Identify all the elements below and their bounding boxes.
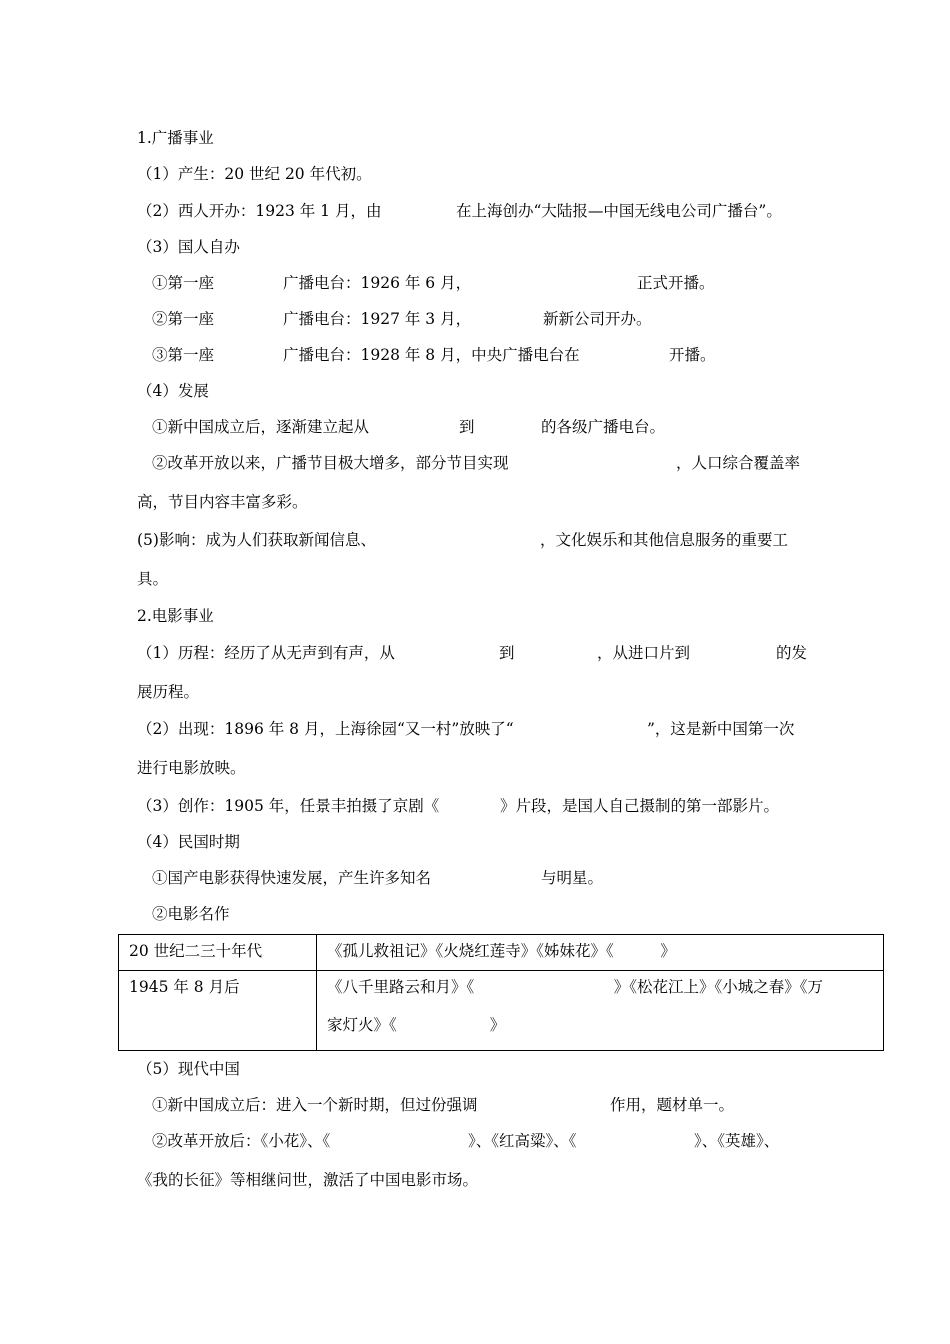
table-row [119,971,884,1051]
table-row [119,935,884,971]
minguo-1-b: 与明星。 [541,869,604,887]
table-cell-films: 《八千里路云和月》《 》《松花江上》《小城之春》《万 家灯火》《 》 [317,971,884,1051]
influence-a: (5)影响：成为人们获取新闻信息、 [137,531,376,549]
dev-2-a: ②改革开放以来，广播节目极大增多，部分节目实现 [152,454,509,472]
table-cell-period: 20 世纪二三十年代 [119,935,317,971]
dev-1-c: 的各级广播电台。 [541,418,666,436]
film-create-b: 》片段，是国人自己摄制的第一部影片。 [500,797,780,815]
table-cell-period: 1945 年 8 月后 [119,971,317,1051]
film-history-d: 的发 [776,644,808,662]
film-appear-a: （2）出现：1896 年 8 月，上海徐园“又一村”放映了“ [137,720,514,738]
section-heading-broadcast: 1.广播事业 [137,129,214,147]
film-history-b: 到 [499,644,515,662]
section-heading-film: 2.电影事业 [137,607,214,625]
domestic-3-b: 广播电台：1928 年 8 月，中央广播电台在 [283,346,580,364]
modern-1-a: ①新中国成立后：进入一个新时期，但过份强调 [152,1096,478,1114]
domestic-2-a: ②第一座 [152,310,215,328]
modern-2-b: 》、《红高粱》、《 [468,1132,577,1150]
dev-1-b: 到 [459,418,475,436]
dev-1-a: ①新中国成立后，逐渐建立起从 [152,418,370,436]
modern-2-a: ②改革开放后：《小花》、《 [152,1132,331,1150]
minguo-2: ②电影名作 [152,905,230,923]
film-history-e: 展历程。 [137,683,200,701]
dev-2-c: 高，节目内容丰富多彩。 [137,493,308,511]
table-cell-films: 《孤儿救祖记》《火烧红莲寺》《姊妹花》《 》 [317,935,884,971]
minguo-1-a: ①国产电影获得快速发展，产生许多知名 [152,869,432,887]
film-history-c: ，从进口片到 [597,644,691,662]
domestic-2-b: 广播电台：1927 年 3 月， [283,310,472,328]
modern-2-c: 》、《英雄》、 [694,1132,780,1150]
domestic-2-c: 新新公司开办。 [543,310,652,328]
broadcast-development: （4）发展 [137,382,209,400]
domestic-1-a: ①第一座 [152,274,215,292]
influence-c: 具。 [137,570,169,588]
domestic-1-b: 广播电台：1926 年 6 月， [283,274,472,292]
domestic-3-c: 开播。 [669,346,716,364]
modern-1-b: 作用，题材单一。 [610,1096,735,1114]
film-table [118,934,884,1051]
domestic-3-a: ③第一座 [152,346,215,364]
broadcast-foreign-b: 在上海创办“大陆报—中国无线电公司广播台”。 [456,202,782,220]
broadcast-domestic: （3）国人自办 [137,238,240,256]
film-modern: （5）现代中国 [137,1060,240,1078]
film-appear-c: 进行电影放映。 [137,759,246,777]
broadcast-foreign-a: （2）西人开办：1923 年 1 月，由 [137,202,382,220]
influence-b: ，文化娱乐和其他信息服务的重要工 [540,531,789,549]
film-appear-b: ”，这是新中国第一次 [647,720,795,738]
film-minguo: （4）民国时期 [137,833,240,851]
domestic-1-c: 正式开播。 [637,274,715,292]
broadcast-origin: （1）产生：20 世纪 20 年代初。 [137,165,372,183]
film-create-a: （3）创作：1905 年，任景丰拍摄了京剧《 [137,797,440,815]
modern-2-d: 《我的长征》等相继问世，激活了中国电影市场。 [137,1171,479,1189]
film-history-a: （1）历程：经历了从无声到有声，从 [137,644,395,662]
dev-2-b: ，人口综合覆盖率 [676,454,801,472]
